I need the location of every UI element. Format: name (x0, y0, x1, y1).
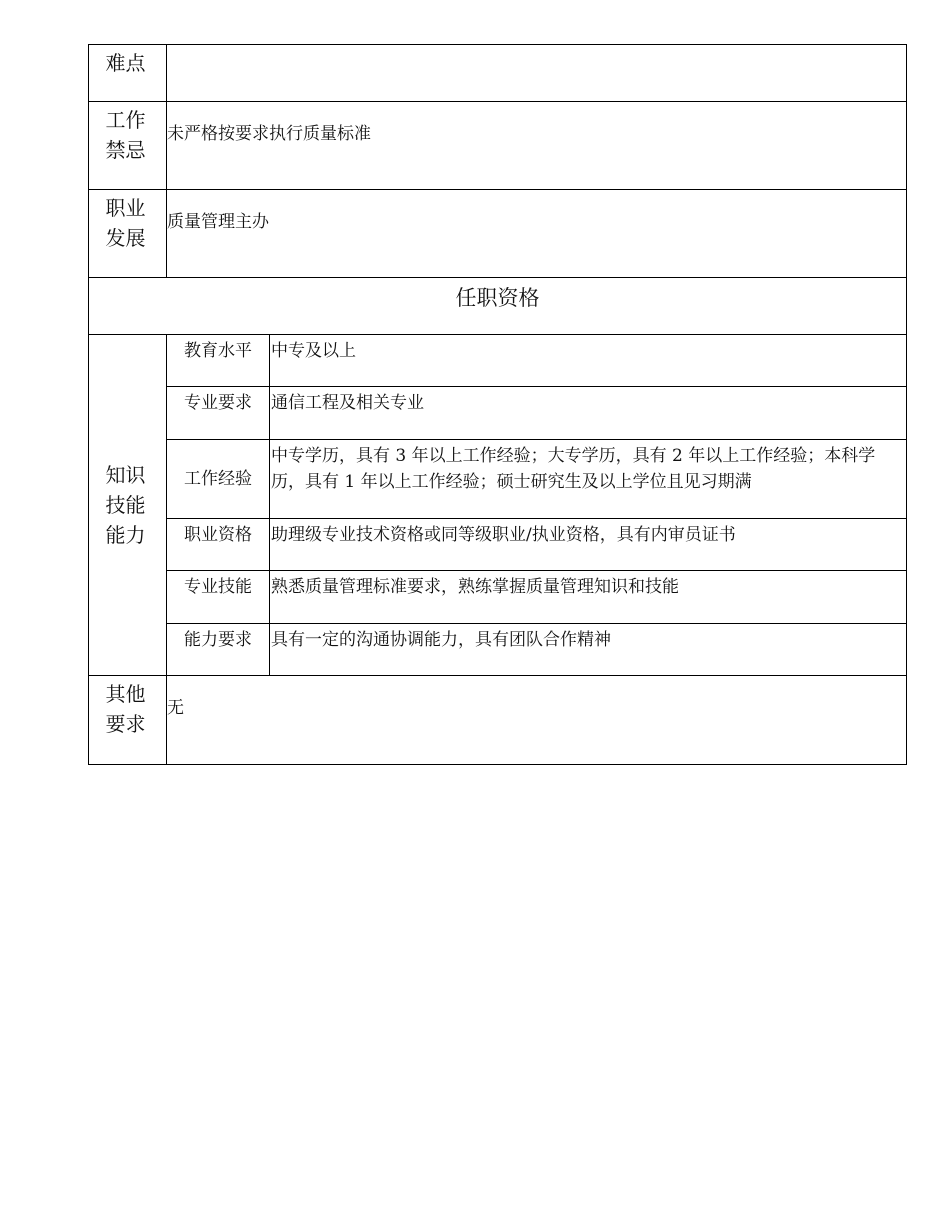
row-difficulty (89, 45, 907, 102)
knowledge-item-row (89, 624, 907, 676)
experience-value: 中专学历，具有 3 年以上工作经验；大专学历，具有 2 年以上工作经验；本科学历，具有 1 年以上工作经验；硕士研究生及以上学位且见习期满 (270, 440, 907, 519)
prohibitions-value: 未严格按要求执行质量标准 (167, 102, 907, 190)
education-label: 教育水平 (167, 335, 270, 387)
skills-value: 熟悉质量管理标准要求，熟练掌握质量管理知识和技能 (270, 571, 907, 624)
row-section-title (89, 278, 907, 335)
row-career (89, 190, 907, 278)
job-description-table (88, 44, 907, 765)
career-label: 职业 发展 (89, 190, 167, 278)
education-value: 中专及以上 (270, 335, 907, 387)
knowledge-item-row (89, 335, 907, 387)
ability-label: 能力要求 (167, 624, 270, 676)
row-other (89, 676, 907, 765)
difficulty-value (167, 45, 907, 102)
difficulty-label: 难点 (89, 45, 167, 102)
knowledge-item-row (89, 519, 907, 571)
knowledge-item-row (89, 440, 907, 519)
knowledge-item-row (89, 387, 907, 440)
ability-value: 具有一定的沟通协调能力，具有团队合作精神 (270, 624, 907, 676)
row-prohibitions (89, 102, 907, 190)
knowledge-label: 知识 技能 能力 (89, 335, 167, 676)
major-value: 通信工程及相关专业 (270, 387, 907, 440)
prohibitions-label: 工作 禁忌 (89, 102, 167, 190)
skills-label: 专业技能 (167, 571, 270, 624)
other-label: 其他 要求 (89, 676, 167, 765)
career-value: 质量管理主办 (167, 190, 907, 278)
other-value: 无 (167, 676, 907, 765)
qualification-value: 助理级专业技术资格或同等级职业/执业资格，具有内审员证书 (270, 519, 907, 571)
experience-label: 工作经验 (167, 440, 270, 519)
section-title: 任职资格 (89, 278, 907, 335)
knowledge-item-row (89, 571, 907, 624)
major-label: 专业要求 (167, 387, 270, 440)
qualification-label: 职业资格 (167, 519, 270, 571)
